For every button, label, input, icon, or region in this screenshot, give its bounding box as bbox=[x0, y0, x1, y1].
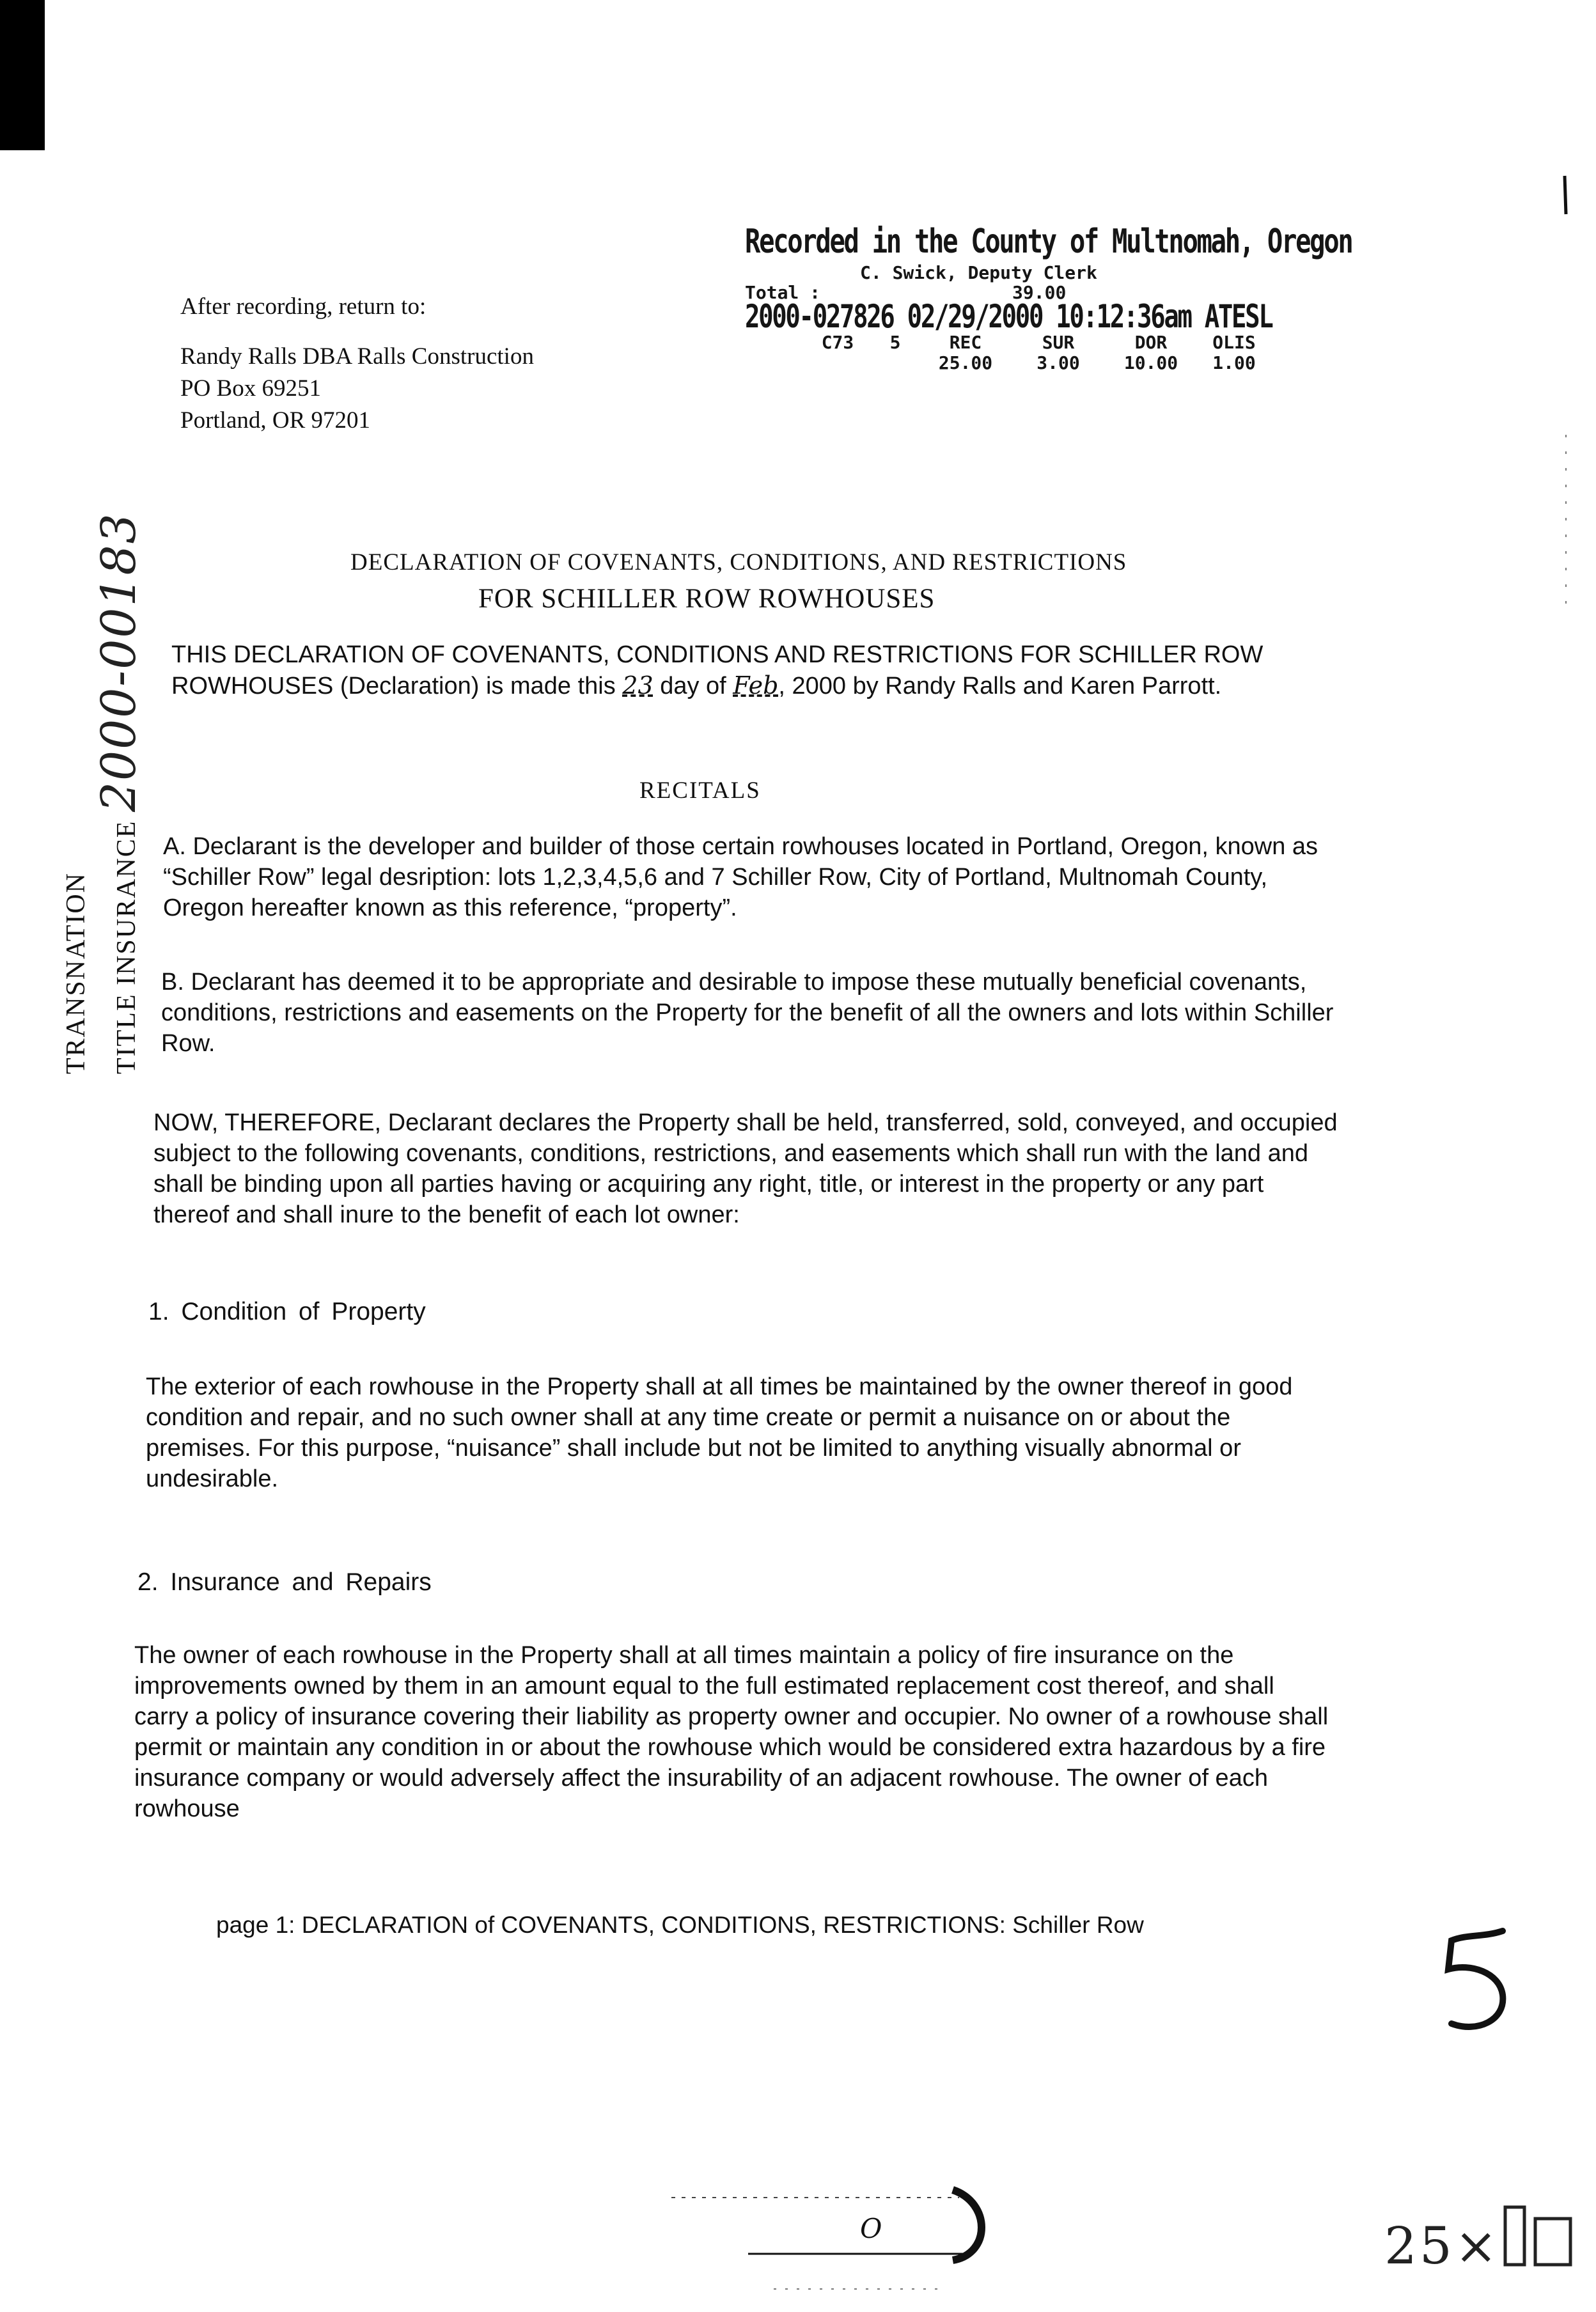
fee-amount: 10.00 bbox=[1123, 352, 1178, 373]
now-therefore-paragraph: NOW, THEREFORE, Declarant declares the Property shall be held, transferred, sold, conveyed, and occupied subject to the following covenants, conditions, restrictions, and easements which shall run with the land and shall be binding upon all parties having or acquiring any right, title, or interest in the property or any part thereof and shall inure to the benefit of each lot owner: bbox=[153, 1109, 1338, 1228]
document-title-line2: FOR SCHILLER ROW ROWHOUSES bbox=[478, 584, 935, 614]
section2-heading: 2. Insurance and Repairs bbox=[137, 1568, 432, 1596]
scan-edge-marks bbox=[1557, 166, 1576, 614]
stamp-total-value: 39.00 bbox=[1012, 282, 1067, 303]
recitals-heading: RECITALS bbox=[639, 777, 761, 804]
return-label: After recording, return to: bbox=[180, 293, 426, 320]
handwritten-page-mark bbox=[1432, 1918, 1515, 2040]
intro-day-handwritten: 23 bbox=[622, 671, 653, 699]
fee-code: C73 bbox=[821, 332, 854, 353]
intro-month-handwritten: Feb bbox=[733, 671, 779, 699]
recording-stamp bbox=[745, 223, 1365, 373]
title-insurance-side-stamp bbox=[61, 512, 146, 1074]
return-address-block bbox=[180, 291, 534, 437]
intro-text-2: day of bbox=[653, 673, 733, 699]
bottom-center-mark bbox=[671, 2164, 1029, 2292]
handwritten-bottom-note bbox=[1384, 2199, 1577, 2276]
page-footer: page 1: DECLARATION of COVENANTS, CONDITIONS, RESTRICTIONS: Schiller Row bbox=[216, 1912, 1144, 1938]
fee-amount bbox=[870, 353, 921, 373]
fee-amount: 25.00 bbox=[938, 352, 993, 373]
section1-body: The exterior of each rowhouse in the Property shall at all times be maintained by the owner thereof in good condition and repair, and no such owner shall at any time create or permit a nuisance on or about the premises. For this purpose, “nuisance” shall include but not be limited to anything visually abnormal or undesirable. bbox=[146, 1373, 1293, 1492]
intro-text-1: THIS DECLARATION OF COVENANTS, CONDITIONS AND RESTRICTIONS FOR SCHILLER ROW ROWHOUSES (Declaration) is made this bbox=[171, 641, 1264, 699]
return-po-box: PO Box 69251 bbox=[180, 375, 321, 402]
return-city: Portland, OR 97201 bbox=[180, 407, 371, 434]
fee-code: REC bbox=[949, 332, 982, 353]
stamp-fee-table bbox=[806, 332, 1365, 373]
side-stamp-line1: TRANSNATION bbox=[61, 872, 91, 1074]
handwritten-page-mark-text: 5 bbox=[1432, 1918, 1433, 1919]
section1-heading: 1. Condition of Property bbox=[148, 1298, 426, 1325]
recital-b-paragraph: B. Declarant has deemed it to be appropriate and desirable to impose these mutually beneficial covenants, conditions, restrictions and easements on the Property for the benefit of all the owners and lots within Schiller Row. bbox=[161, 969, 1334, 1057]
handwritten-box-marks bbox=[1500, 2199, 1577, 2270]
side-stamp-handwritten-number: 2000-00183 bbox=[91, 512, 146, 813]
recital-a-paragraph: A. Declarant is the developer and builder of those certain rowhouses located in Portland, Oregon, known as “Schiller Row” legal desription: lots 1,2,3,4,5,6 and 7 Schiller Row, City of Portland, Multnomah County, Oregon hereafter known as this reference, “property”. bbox=[163, 833, 1318, 921]
intro-text-3: , 2000 by Randy Ralls and Karen Parrott. bbox=[778, 673, 1222, 699]
bottom-center-letter: O bbox=[860, 2213, 882, 2244]
stamp-clerk-line: C. Swick, Deputy Clerk bbox=[860, 262, 1097, 283]
scan-corner-mark bbox=[0, 0, 45, 150]
document-title-line1: DECLARATION OF COVENANTS, CONDITIONS, AND RESTRICTIONS bbox=[350, 549, 1127, 575]
handwritten-bottom-text: 25× bbox=[1384, 2216, 1500, 2276]
fee-code: SUR bbox=[1042, 332, 1075, 353]
side-stamp-line2-wrap bbox=[91, 512, 146, 1074]
stamp-county-line: Recorded in the County of Multnomah, Oregon bbox=[745, 223, 1352, 261]
side-stamp-line2: TITLE INSURANCE bbox=[112, 820, 141, 1074]
return-name: Randy Ralls DBA Ralls Construction bbox=[180, 343, 534, 370]
fee-code: OLIS bbox=[1212, 332, 1256, 353]
stamp-total-label: Total : bbox=[745, 282, 821, 303]
fee-amount: 1.00 bbox=[1212, 352, 1256, 373]
intro-paragraph bbox=[171, 639, 1329, 701]
section2-body: The owner of each rowhouse in the Property shall at all times maintain a policy of fire insurance on the improvements owned by them in an amount equal to the full estimated replacement cost thereof, and shall carry a policy of insurance covering their liability as property owner and occupier. No owner of a rowhouse shall permit or maintain any condition in or about the rowhouse which would be considered extra hazardous by a fire insurance company or would adversely affect the insurability of an adjacent rowhouse. The owner of each rowhouse bbox=[134, 1642, 1329, 1822]
stamp-record-line: 2000-027826 02/29/2000 10:12:36am ATESL bbox=[745, 298, 1272, 335]
fee-code: DOR bbox=[1134, 332, 1168, 353]
fee-code: 5 bbox=[889, 332, 901, 353]
fee-amount: 3.00 bbox=[1037, 352, 1080, 373]
fee-amount bbox=[806, 353, 870, 373]
